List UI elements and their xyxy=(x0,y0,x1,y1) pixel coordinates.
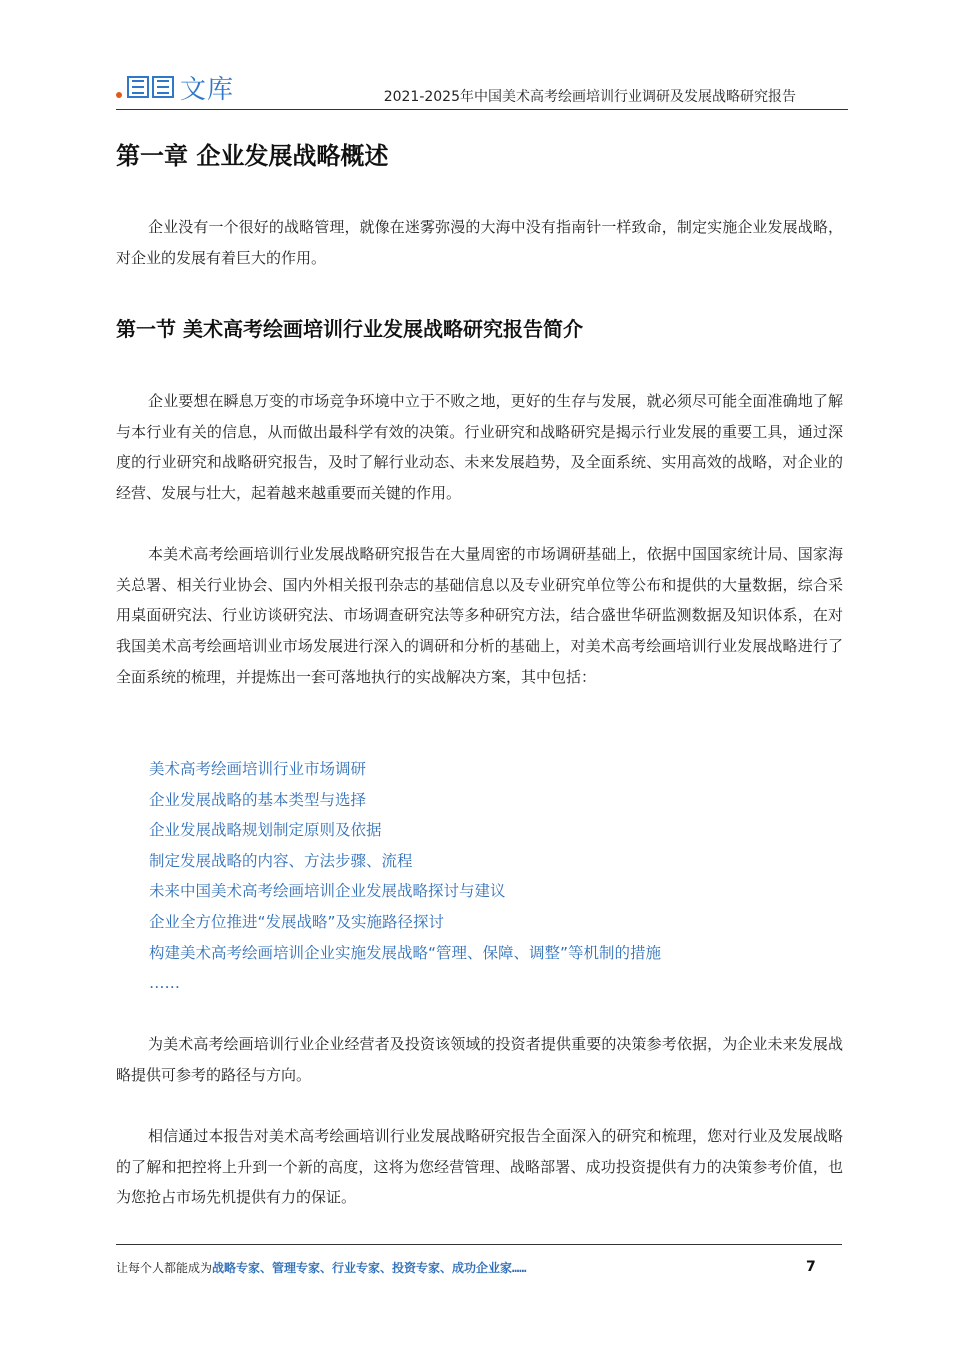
page-header xyxy=(116,66,848,110)
contents-link-mechanism-measures[interactable]: 构建美术高考绘画培训企业实施发展战略“管理、保障、调整”等机制的措施 xyxy=(149,943,662,962)
header-divider xyxy=(116,109,848,110)
footer-slogan xyxy=(116,1259,526,1276)
contents-link-planning-principles[interactable]: 企业发展战略规划制定原则及依据 xyxy=(149,821,382,840)
page-number: 7 xyxy=(806,1259,816,1275)
footer-divider xyxy=(116,1244,842,1245)
body-paragraph-1: 企业要想在瞬息万变的市场竞争环境中立于不败之地，更好的生存与发展，就必须尽可能全面准确地了解与本行业有关的信息，从而做出最科学有效的决策。行业研究和战略研究是揭示行业发展的重要工具，通过深度的行业研究和战略研究报告，及时了解行业动态、未来发展趋势，及全面系统、实用高效的战略，对企业的经营、发展与壮大，起着越来越重要而关键的作用。 xyxy=(116,392,843,503)
footer-slogan-highlight: 战略专家、管理专家、行业专家、投资专家、成功企业家…… xyxy=(212,1261,527,1275)
header-title: 2021-2025年中国美术高考绘画培训行业调研及发展战略研究报告 xyxy=(383,89,796,105)
intro-paragraph: 企业没有一个很好的战略管理，就像在迷雾弥漫的大海中没有指南针一样致命，制定实施企业发展战略，对企业的发展有着巨大的作用。 xyxy=(116,218,843,267)
footer-slogan-prefix: 让每个人都能成为 xyxy=(116,1261,213,1275)
body-paragraph-4: 相信通过本报告对美术高考绘画培训行业发展战略研究报告全面深入的研究和梳理，您对行业及发展战略的了解和把控将上升到一个新的高度，这将为您经营管理、战略部署、成功投资提供有力的决策参考价值，也为您抢占市场先机提供有力的保证。 xyxy=(116,1127,843,1207)
section-title: 第一节 美术高考绘画培训行业发展战略研究报告简介 xyxy=(116,317,583,341)
body-paragraph-3: 为美术高考绘画培训行业企业经营者及投资该领域的投资者提供重要的决策参考依据，为企业未来发展战略提供可参考的路径与方向。 xyxy=(116,1035,843,1084)
body-paragraph-2: 本美术高考绘画培训行业发展战略研究报告在大量周密的市场调研基础上，依据中国国家统计局、国家海关总署、相关行业协会、国内外相关报刊杂志的基础信息以及专业研究单位等公布和提供的大量数据，综合采用桌面研究法、行业访谈研究法、市场调查研究法等多种研究方法，结合盛世华研监测数据及知识体系，在对我国美术高考绘画培训业市场发展进行深入的调研和分析的基础上，对美术高考绘画培训行业发展战略进行了全面系统的梳理，并提炼出一套可落地执行的实战解决方案，其中包括： xyxy=(116,545,843,686)
contents-link-strategy-types[interactable]: 企业发展战略的基本类型与选择 xyxy=(149,790,367,809)
contents-link-implementation-path[interactable]: 企业全方位推进“发展战略”及实施路径探讨 xyxy=(149,912,445,931)
contents-list xyxy=(149,754,661,999)
contents-link-strategy-process[interactable]: 制定发展战略的内容、方法步骤、流程 xyxy=(149,851,413,870)
contents-link-market-research[interactable]: 美术高考绘画培训行业市场调研 xyxy=(149,760,367,778)
logo-text: 文库 xyxy=(180,74,235,105)
logo xyxy=(116,70,234,104)
chapter-title: 第一章 企业发展战略概述 xyxy=(116,142,389,170)
contents-ellipsis: …… xyxy=(149,974,180,993)
logo-mark-icon xyxy=(116,76,174,98)
contents-link-future-suggestions[interactable]: 未来中国美术高考绘画培训企业发展战略探讨与建议 xyxy=(149,882,506,901)
